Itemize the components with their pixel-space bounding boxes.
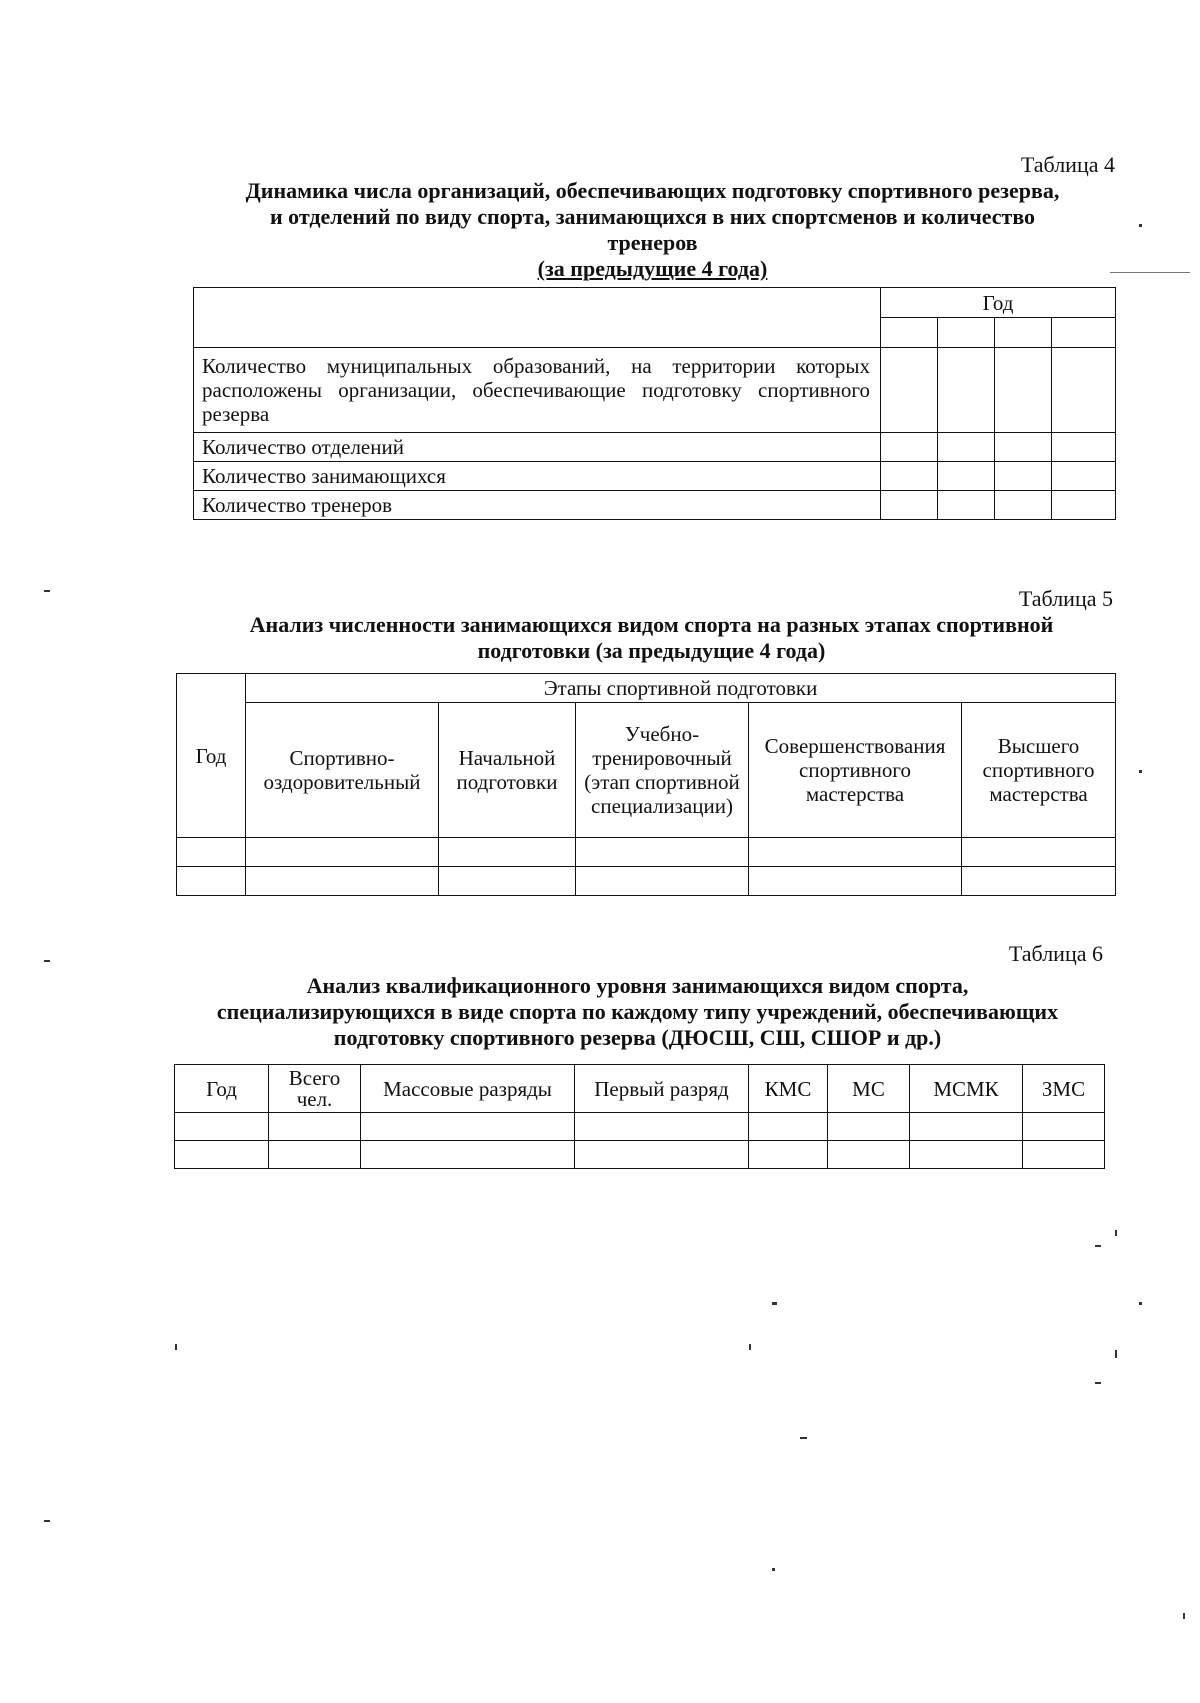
table4-title-line: Динамика числа организаций, обеспечивающих подготовку спортивного резерва, [245,178,1060,203]
scan-speck [44,590,50,592]
table5-stage-header: Начальной подготовки [439,703,576,838]
table6-data-cell[interactable] [575,1141,749,1169]
table5-stage-header: Спортивно-оздоровительный [246,703,439,838]
table-row [177,674,1116,703]
table5-data-cell[interactable] [749,838,962,867]
table6-title [170,973,1105,1051]
table4-year-header: Год [881,288,1116,318]
table6-data-cell[interactable] [175,1141,269,1169]
table6-col-header: Всего чел. [269,1065,361,1113]
table6-data-cell[interactable] [910,1141,1023,1169]
table5-stage-header: Учебно-тренировочный (этап спортивной специализации) [576,703,749,838]
scan-speck [1095,1382,1101,1384]
table5-data-cell[interactable] [246,867,439,896]
table4-year-cell[interactable] [1052,318,1116,348]
table-row [177,703,1116,838]
table-row [175,1065,1105,1113]
table6-col-header: Год [175,1065,269,1113]
table6-data-cell[interactable] [269,1141,361,1169]
table6-data-cell[interactable] [361,1113,575,1141]
table5-stage-header: Совершенствования спортивного мастерства [749,703,962,838]
table4-data-cell[interactable] [938,348,995,433]
scan-speck [1183,1613,1185,1619]
table6-data-cell[interactable] [749,1113,828,1141]
table6-title-line: Анализ квалификационного уровня занимающихся видом спорта, [306,973,969,998]
table4-data-cell[interactable] [1052,491,1116,520]
table6-col-header: МСМК [910,1065,1023,1113]
table5-title-line: Анализ численности занимающихся видом спорта на разных этапах спортивной [249,612,1054,637]
table4 [193,287,1116,520]
table4-data-cell[interactable] [938,433,995,462]
table4-row-label: Количество тренеров [194,491,881,520]
table5-title-line: подготовки (за предыдущие 4 года) [477,638,826,663]
table6-data-cell[interactable] [828,1113,910,1141]
table5-label: Таблица 5 [1018,586,1113,611]
table4-title-line: (за предыдущие 4 года) [537,256,768,281]
table-row [194,462,1116,491]
table4-data-cell[interactable] [1052,433,1116,462]
table4-data-cell[interactable] [938,462,995,491]
table6-data-cell[interactable] [828,1141,910,1169]
table6-title-line: подготовку спортивного резерва (ДЮСШ, СШ, СШОР и др.) [333,1025,942,1050]
scan-speck [772,1568,775,1571]
table6 [174,1064,1105,1169]
table4-data-cell[interactable] [995,462,1052,491]
table6-data-cell[interactable] [175,1113,269,1141]
scan-speck [1115,1230,1117,1236]
table-row [175,1141,1105,1169]
table4-row-label: Количество отделений [194,433,881,462]
table6-col-header: КМС [749,1065,828,1113]
table4-row-label: Количество муниципальных образований, на территории которых расположены организации, обеспечивающие подготовку спортивного резерва [194,348,881,433]
table4-data-cell[interactable] [995,433,1052,462]
table-row [177,867,1116,896]
table4-data-cell[interactable] [881,462,938,491]
table6-data-cell[interactable] [269,1113,361,1141]
table6-data-cell[interactable] [361,1141,575,1169]
table5-data-cell[interactable] [439,838,576,867]
table5-stages-header: Этапы спортивной подготовки [246,674,1116,703]
scan-speck [1115,1350,1117,1358]
table4-section [190,152,1115,282]
table4-data-cell[interactable] [881,433,938,462]
table5-year-header: Год [177,674,246,838]
table5-data-cell[interactable] [177,838,246,867]
scan-speck [44,960,50,962]
table5-data-cell[interactable] [576,867,749,896]
table4-header-empty [194,288,881,348]
table5-title [190,612,1113,664]
table6-col-header: МС [828,1065,910,1113]
table4-row-label: Количество занимающихся [194,462,881,491]
table5-section [190,586,1113,664]
scan-speck [175,1344,177,1350]
table-row [194,433,1116,462]
scan-speck [44,1520,50,1522]
table4-data-cell[interactable] [995,491,1052,520]
table5-data-cell[interactable] [962,867,1116,896]
table4-title-line: тренеров [607,230,698,255]
table4-year-cell[interactable] [995,318,1052,348]
table-row [194,491,1116,520]
table6-title-line: специализирующихся в виде спорта по каждому типу учреждений, обеспечивающих [216,999,1059,1024]
table5-data-cell[interactable] [576,838,749,867]
table6-col-header: Массовые разряды [361,1065,575,1113]
scan-speck [800,1437,807,1439]
scan-speck [749,1344,751,1350]
table6-data-cell[interactable] [1023,1141,1105,1169]
table6-label: Таблица 6 [1008,941,1103,966]
table4-title [190,178,1115,282]
table6-data-cell[interactable] [575,1113,749,1141]
table6-data-cell[interactable] [1023,1113,1105,1141]
table5-data-cell[interactable] [962,838,1116,867]
table-row [177,838,1116,867]
table4-data-cell[interactable] [881,348,938,433]
table5-data-cell[interactable] [749,867,962,896]
table6-col-header: Первый разряд [575,1065,749,1113]
table4-data-cell[interactable] [1052,462,1116,491]
table6-section [170,941,1105,1051]
scan-speck [1139,224,1142,227]
table-row [175,1113,1105,1141]
table-row [194,348,1116,433]
table5-data-cell[interactable] [439,867,576,896]
table4-data-cell[interactable] [938,491,995,520]
table4-title-line: и отделений по виду спорта, занимающихся в них спортсменов и количество [269,204,1036,229]
scan-speck [1095,1245,1101,1247]
table6-col-header: ЗМС [1023,1065,1105,1113]
table5-data-cell[interactable] [246,838,439,867]
scan-speck [1139,770,1142,773]
table4-data-cell[interactable] [1052,348,1116,433]
scan-speck [1139,1302,1142,1305]
table5-data-cell[interactable] [177,867,246,896]
table6-data-cell[interactable] [749,1141,828,1169]
table4-label: Таблица 4 [1020,152,1115,177]
table4-data-cell[interactable] [995,348,1052,433]
table6-data-cell[interactable] [910,1113,1023,1141]
scan-speck [1110,272,1190,273]
table4-year-cell[interactable] [881,318,938,348]
table5-stage-header: Высшего спортивного мастерства [962,703,1116,838]
table5 [176,673,1116,896]
scan-speck [772,1302,777,1305]
table4-year-cell[interactable] [938,318,995,348]
table4-data-cell[interactable] [881,491,938,520]
table-row [194,288,1116,318]
